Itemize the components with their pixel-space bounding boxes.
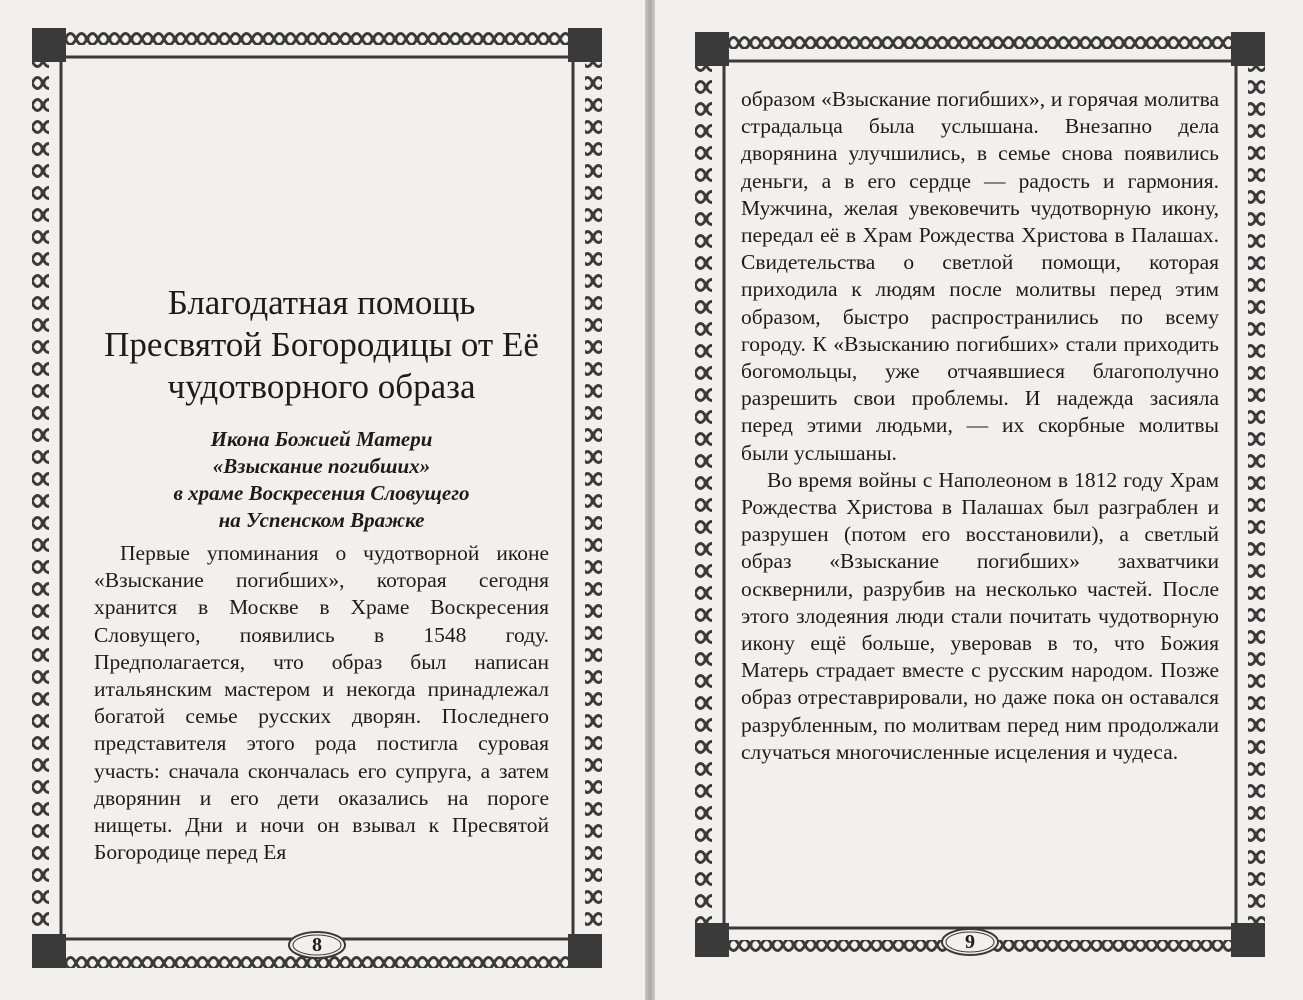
subtitle-line: на Успенском Вражке xyxy=(218,508,425,532)
subtitle-line: «Взыскание погибших» xyxy=(212,454,431,478)
icon-subtitle xyxy=(94,426,549,534)
left-page-frame xyxy=(32,28,602,968)
left-body-text xyxy=(94,540,549,866)
bleed-through-text xyxy=(94,88,549,238)
page-number: 9 xyxy=(965,931,975,953)
subtitle-line: в храме Воскресения Словущего xyxy=(173,481,470,505)
right-page-content xyxy=(741,86,1219,926)
right-page-frame xyxy=(695,32,1265,957)
page-number: 8 xyxy=(312,934,322,956)
chapter-title: Благодатная помощь Пресвятой Богородицы от Её чудотворного образа xyxy=(104,283,539,406)
page-number-badge xyxy=(287,930,347,960)
subtitle-line: Икона Божией Матери xyxy=(210,427,433,451)
left-page-content xyxy=(94,68,549,938)
paragraph: образом «Взыскание погибших», и горячая молитва страдальца была услышана. Внезапно дела дворянина улучшились, в семье снова появились деньги, а в его сердце — радость и гармония. Мужчина, желая увековечить чудотворную икону, передал её в Храм Рождества Христова в Палашах. Свидетельства о светлой помощи, которая приходила к людям после молитвы перед этим образом, быстро распространились по всему городу. К «Взысканию погибших» стали приходить богомольцы, уже отчаявшиеся благополучно разрешить свои проблемы. И надежда засияла перед этими людьми, — их скорбные молитвы были услышаны. xyxy=(741,87,1219,465)
book-gutter xyxy=(645,0,655,1000)
right-body-text xyxy=(741,86,1219,766)
paragraph: Во время войны с Наполеоном в 1812 году Храм Рождества Христова в Палашах был разграблен и разрушен (потом его восстановили), а светлый образ «Взыскание погибших» захватчики осквернили, разрубив на несколько частей. После этого злодеяния люди стали почитать чудотворную икону ещё больше, уверовав в то, что Божия Матерь страдает вместе с русским народом. Позже образ отреставрировали, но даже пока он оставался разрубленным, по молитвам перед ним продолжали случаться многочисленные исцеления и чудеса. xyxy=(741,467,1219,764)
page-number-badge xyxy=(940,927,1000,957)
paragraph: Первые упоминания о чудотворной иконе «Взыскание погибших», которая сегодня хранится в Москве в Храме Воскресения Словущего, появились в 1548 году. Предполагается, что образ был написан итальянским мастером и некогда принадлежал богатой семье русских дворян. Последнего представителя этого рода постигла суровая участь: сначала скончалась его супруга, а затем дворянин и его дети оказались на пороге нищеты. Дни и ночи он взывал к Пресвятой Богородице перед Ея xyxy=(94,541,549,865)
